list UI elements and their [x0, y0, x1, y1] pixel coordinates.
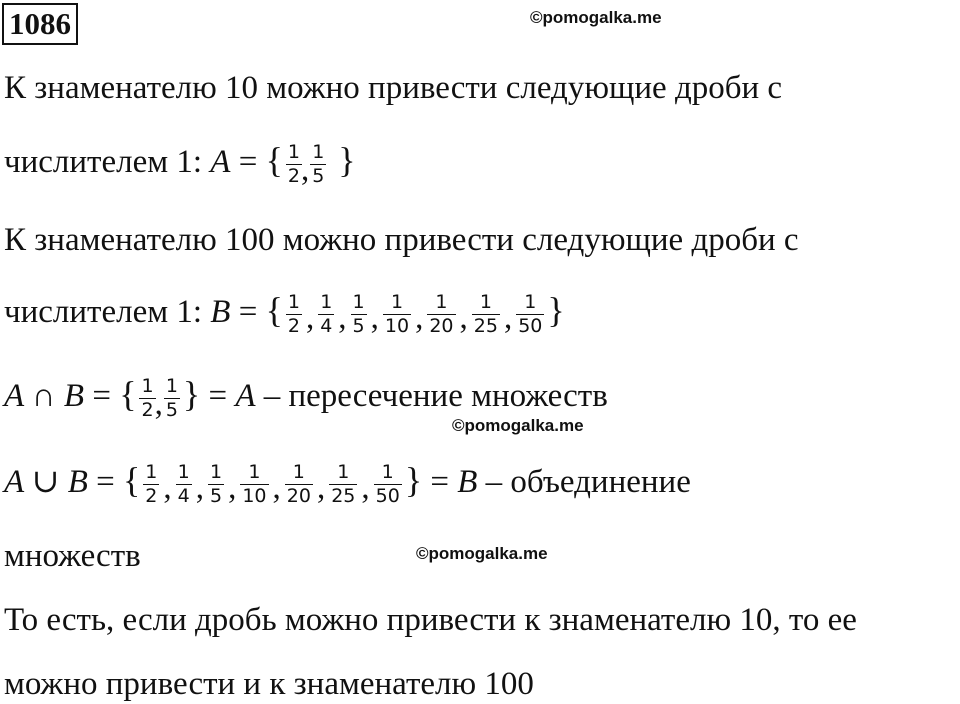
- fraction: [176, 461, 192, 508]
- fraction: [240, 461, 268, 508]
- fraction: [285, 461, 313, 508]
- equals-sign: =: [230, 294, 266, 330]
- fraction: [329, 461, 357, 508]
- intersection-fractions: [136, 374, 182, 422]
- equals-sign: =: [422, 464, 458, 500]
- conclusion-line-2: можно привести и к знаменателю 100: [4, 666, 534, 702]
- fraction-numerator: 1: [390, 290, 404, 313]
- fraction: [164, 375, 180, 422]
- fraction-denominator: 25: [473, 314, 498, 337]
- comma-separator: ,: [338, 300, 347, 336]
- fraction-numerator: 1: [320, 290, 333, 313]
- fraction-denominator: 2: [141, 398, 154, 421]
- fraction: [286, 291, 302, 338]
- comma-separator: ,: [300, 152, 310, 188]
- union-lhs: A ∪ B: [4, 464, 88, 500]
- set-a-definition: [4, 140, 356, 190]
- watermark: ©pomogalka.me: [416, 544, 548, 563]
- equals-sign: =: [87, 464, 123, 500]
- equals-sign: =: [84, 378, 120, 414]
- fraction-denominator: 20: [286, 484, 311, 507]
- comma-separator: ,: [272, 470, 281, 506]
- equals-sign: =: [200, 378, 236, 414]
- fraction: [374, 461, 402, 508]
- fraction-denominator: 2: [287, 314, 300, 337]
- comma-separator: ,: [459, 300, 468, 336]
- fraction: [286, 141, 302, 188]
- open-brace: {: [265, 290, 283, 330]
- open-brace: {: [119, 374, 137, 414]
- fraction-numerator: 1: [435, 290, 448, 313]
- fraction: [351, 291, 367, 338]
- fraction: [516, 291, 544, 338]
- fraction-denominator: 4: [177, 484, 190, 507]
- fraction: [383, 291, 411, 338]
- comma-separator: ,: [503, 300, 513, 336]
- set-a-prefix: числителем 1:: [4, 144, 211, 180]
- fraction-denominator: 4: [320, 314, 333, 337]
- close-brace: }: [547, 290, 565, 330]
- fraction: [310, 141, 326, 188]
- fraction-numerator: 1: [312, 140, 325, 163]
- fraction-denominator: 50: [375, 484, 400, 507]
- comma-separator: ,: [316, 470, 326, 506]
- text-line-3: К знаменателю 100 можно привести следующие дроби с: [4, 222, 799, 258]
- set-b-fractions: [283, 290, 548, 337]
- fraction: [472, 291, 500, 338]
- fraction-numerator: 1: [337, 460, 350, 483]
- fraction-numerator: 1: [165, 374, 178, 397]
- fraction-denominator: 10: [384, 314, 410, 337]
- fraction-numerator: 1: [479, 290, 492, 313]
- comma-separator: ,: [154, 386, 163, 422]
- conclusion-line-1: То есть, если дробь можно привести к знаменателю 10, то ее: [4, 602, 857, 638]
- problem-number: 1086: [2, 3, 78, 45]
- fraction-numerator: 1: [248, 460, 261, 483]
- fraction-denominator: 20: [429, 314, 454, 337]
- watermark: ©pomogalka.me: [452, 416, 584, 435]
- comma-separator: ,: [228, 470, 237, 506]
- fraction-numerator: 1: [287, 290, 300, 313]
- set-b-definition: [4, 290, 565, 338]
- fraction-denominator: 5: [352, 314, 365, 337]
- open-brace: {: [123, 460, 141, 500]
- fraction-numerator: 1: [145, 460, 158, 483]
- comma-separator: ,: [370, 300, 379, 336]
- set-b-name: B: [210, 294, 231, 330]
- union-rhs: B: [457, 464, 478, 500]
- fraction-numerator: 1: [292, 460, 305, 483]
- text-line-1: К знаменателю 10 можно привести следующие дроби с: [4, 70, 783, 106]
- fraction-denominator: 5: [165, 398, 178, 421]
- equals-sign: =: [230, 144, 266, 180]
- union-fractions: [140, 460, 405, 507]
- union-line: [4, 460, 691, 508]
- set-a-name: A: [210, 144, 231, 180]
- fraction: [318, 291, 334, 338]
- fraction-denominator: 5: [312, 164, 325, 187]
- intersection-rhs: A: [235, 378, 256, 414]
- fraction-denominator: 2: [287, 164, 300, 187]
- intersection-description: – пересечение множеств: [255, 378, 608, 414]
- fraction-numerator: 1: [287, 140, 300, 163]
- close-brace: }: [329, 140, 356, 180]
- intersection-lhs: A ∩ B: [4, 378, 85, 414]
- set-b-prefix: числителем 1:: [4, 294, 211, 330]
- fraction-numerator: 1: [381, 460, 394, 483]
- comma-separator: ,: [163, 470, 172, 506]
- fraction-denominator: 5: [209, 484, 223, 507]
- union-description-cont: множеств: [4, 538, 141, 574]
- fraction-numerator: 1: [352, 290, 365, 313]
- fraction-numerator: 1: [209, 460, 223, 483]
- fraction: [139, 375, 155, 422]
- fraction-denominator: 2: [145, 484, 158, 507]
- open-brace: {: [265, 140, 283, 180]
- fraction-numerator: 1: [524, 290, 537, 313]
- union-description: – объединение: [477, 464, 691, 500]
- comma-separator: ,: [305, 300, 315, 336]
- comma-separator: ,: [195, 470, 204, 506]
- fraction: [143, 461, 159, 508]
- fraction-denominator: 50: [518, 314, 543, 337]
- close-brace: }: [404, 460, 423, 500]
- comma-separator: ,: [415, 300, 424, 336]
- close-brace: }: [182, 374, 201, 414]
- watermark: ©pomogalka.me: [530, 8, 662, 27]
- set-a-fractions: [283, 140, 329, 188]
- fraction-numerator: 1: [141, 374, 154, 397]
- comma-separator: ,: [361, 470, 370, 506]
- fraction-denominator: 25: [331, 484, 356, 507]
- fraction: [208, 461, 224, 508]
- fraction-denominator: 10: [242, 484, 267, 507]
- fraction-numerator: 1: [177, 460, 190, 483]
- fraction: [427, 291, 455, 338]
